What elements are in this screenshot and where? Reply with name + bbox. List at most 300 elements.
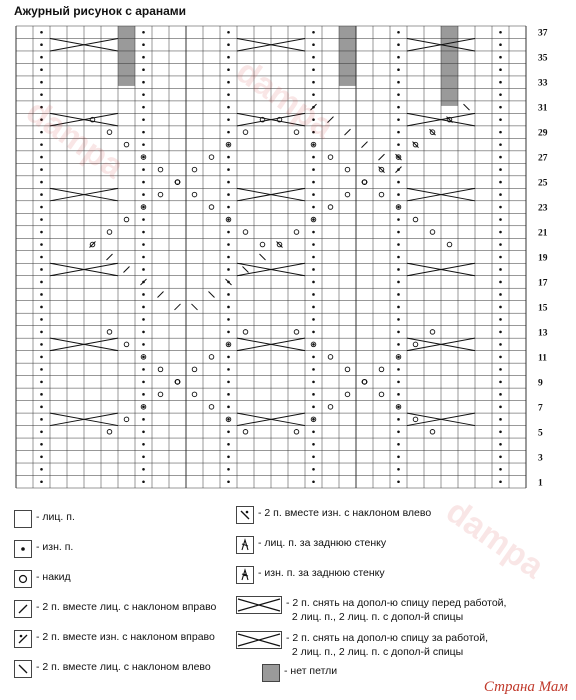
legend-item-cable-back xyxy=(236,631,488,659)
no-stitch-icon xyxy=(262,664,280,682)
purl-dot xyxy=(499,318,502,321)
purl-dot xyxy=(40,293,43,296)
purl-dot xyxy=(227,206,230,209)
decrease-mark xyxy=(141,279,147,285)
row-number-label: 21 xyxy=(538,228,548,239)
yarn-over-mark xyxy=(158,192,163,197)
legend-item-yarn-over xyxy=(14,570,71,588)
purl-dot xyxy=(499,168,502,171)
purl-dot xyxy=(227,156,230,159)
purl-dot xyxy=(499,43,502,46)
yarn-over-mark xyxy=(158,392,163,397)
legend-label: - 2 п. вместе лиц. с наклоном вправо xyxy=(36,601,217,613)
purl-dot xyxy=(40,418,43,421)
yarn-over-mark xyxy=(328,205,333,210)
purl-dot xyxy=(142,168,145,171)
p-tbl-icon xyxy=(236,566,254,584)
legend-item-k2tog-left xyxy=(14,660,211,678)
purl-dot xyxy=(397,206,400,209)
purl-dot xyxy=(227,468,230,471)
purl-dot xyxy=(142,480,145,483)
purl-dot xyxy=(312,206,315,209)
purl-dot xyxy=(397,306,400,309)
purl-dot xyxy=(142,306,145,309)
purl-dot xyxy=(397,243,400,246)
yarn-over-mark xyxy=(430,330,435,335)
site-watermark: Страна Мам xyxy=(483,679,568,695)
purl-dot xyxy=(227,256,230,259)
purl-dot xyxy=(499,368,502,371)
legend-item-p-tbl xyxy=(236,566,385,584)
purl-dot xyxy=(397,480,400,483)
yarn-over-mark xyxy=(379,192,384,197)
row-number-label: 35 xyxy=(538,53,548,64)
yarn-over-mark xyxy=(294,330,299,335)
purl-dot xyxy=(397,343,400,346)
yarn-over-mark xyxy=(107,130,112,135)
purl-dot xyxy=(227,306,230,309)
purl-dot xyxy=(499,431,502,434)
yarn-over-mark xyxy=(413,417,418,422)
purl-dot xyxy=(312,181,315,184)
yarn-over-mark xyxy=(345,392,350,397)
purl-dot xyxy=(397,393,400,396)
purl-dot xyxy=(312,56,315,59)
purl-dot xyxy=(142,206,145,209)
purl-dot xyxy=(397,56,400,59)
yarn-over-mark xyxy=(209,405,214,410)
purl-dot xyxy=(312,256,315,259)
purl-dot xyxy=(227,431,230,434)
purl-dot xyxy=(499,468,502,471)
decrease-mark xyxy=(328,117,334,123)
purl-dot xyxy=(40,43,43,46)
purl-dot xyxy=(312,306,315,309)
purl-dot xyxy=(397,118,400,121)
legend-label: - 2 п. вместе изн. с наклоном влево xyxy=(258,507,432,519)
purl-dot xyxy=(40,168,43,171)
yarn-over-mark xyxy=(158,167,163,172)
watermark-diagonal: dampa xyxy=(439,492,551,587)
row-number-label: 3 xyxy=(538,453,543,464)
purl-dot xyxy=(142,81,145,84)
legend-label: - изн. п. xyxy=(36,541,74,553)
purl-dot xyxy=(499,406,502,409)
purl-dot xyxy=(499,68,502,71)
row-number-label: 33 xyxy=(538,78,548,89)
decrease-mark xyxy=(226,279,232,285)
decrease-mark xyxy=(379,154,385,160)
purl-dot xyxy=(499,306,502,309)
yarn-over-mark xyxy=(379,367,384,372)
purl-dot xyxy=(40,143,43,146)
purl-dot xyxy=(499,443,502,446)
yarn-over-mark xyxy=(413,217,418,222)
row-number-label: 7 xyxy=(538,403,543,414)
purl-dot xyxy=(397,143,400,146)
p2tog-right-icon xyxy=(14,630,32,648)
decrease-mark xyxy=(124,266,130,272)
purl-dot xyxy=(499,156,502,159)
yarn-over-mark xyxy=(294,130,299,135)
purl-dot xyxy=(142,468,145,471)
purl-dot xyxy=(40,206,43,209)
yarn-over-mark xyxy=(362,180,367,185)
purl-dot xyxy=(397,268,400,271)
purl-dot xyxy=(312,468,315,471)
purl-dot xyxy=(40,343,43,346)
purl-dot xyxy=(397,218,400,221)
row-number-label: 9 xyxy=(538,378,543,389)
purl-dot xyxy=(499,31,502,34)
purl-dot xyxy=(142,343,145,346)
yarn-over-mark xyxy=(243,230,248,235)
purl-dot xyxy=(227,455,230,458)
yarn-over-mark xyxy=(192,392,197,397)
yarn-over-mark xyxy=(209,355,214,360)
purl-dot xyxy=(227,443,230,446)
yarn-over-mark xyxy=(107,230,112,235)
purl-dot xyxy=(312,118,315,121)
purl-dot xyxy=(312,43,315,46)
purl-dot xyxy=(40,443,43,446)
purl-dot xyxy=(142,31,145,34)
purl-dot xyxy=(142,231,145,234)
purl-dot xyxy=(312,480,315,483)
purl-dot xyxy=(142,381,145,384)
purl-dot xyxy=(312,343,315,346)
purl-dot xyxy=(40,455,43,458)
legend-item-knit xyxy=(14,510,75,528)
purl-dot xyxy=(499,231,502,234)
purl-dot xyxy=(499,193,502,196)
row-number-label: 27 xyxy=(538,153,548,164)
purl-dot xyxy=(499,455,502,458)
purl-dot xyxy=(142,455,145,458)
purl-dot xyxy=(312,93,315,96)
purl-dot xyxy=(227,143,230,146)
decrease-mark xyxy=(175,304,181,310)
purl-dot xyxy=(40,81,43,84)
purl-dot xyxy=(312,418,315,421)
yarn-over-mark xyxy=(362,380,367,385)
purl-dot xyxy=(499,93,502,96)
yarn-over-mark xyxy=(413,342,418,347)
purl-dot xyxy=(227,43,230,46)
decrease-mark xyxy=(192,304,198,310)
purl-dot xyxy=(40,231,43,234)
purl-dot xyxy=(312,455,315,458)
purl-dot xyxy=(227,381,230,384)
legend-label: - изн. п. за заднюю стенку xyxy=(258,567,385,579)
yarn-over-mark xyxy=(175,180,180,185)
purl-dot xyxy=(227,181,230,184)
purl-dot xyxy=(312,81,315,84)
legend-label: - нет петли xyxy=(284,665,338,677)
p2tog-left-icon xyxy=(236,506,254,524)
purl-dot xyxy=(40,256,43,259)
purl-dot xyxy=(227,268,230,271)
purl-dot xyxy=(499,143,502,146)
purl-dot xyxy=(499,480,502,483)
purl-dot xyxy=(40,218,43,221)
purl-dot xyxy=(397,331,400,334)
purl-dot xyxy=(142,156,145,159)
decrease-mark xyxy=(260,254,266,260)
purl-dot xyxy=(40,381,43,384)
legend-label: - 2 п. снять на допол-ю спицу за работой, 2 лиц. п., 2 лиц. п. с допол-й спицы xyxy=(286,632,489,658)
purl-dot xyxy=(312,293,315,296)
purl-dot xyxy=(227,406,230,409)
row-number-label: 17 xyxy=(538,278,548,289)
purl-dot xyxy=(499,331,502,334)
decrease-mark xyxy=(396,167,402,173)
purl-dot xyxy=(499,56,502,59)
purl-dot xyxy=(142,131,145,134)
purl-dot xyxy=(499,381,502,384)
legend-label: - лиц. п. xyxy=(36,511,75,523)
legend-item-p2tog-right xyxy=(14,630,215,648)
purl-dot xyxy=(312,443,315,446)
purl-dot xyxy=(142,331,145,334)
yarn-over-mark xyxy=(243,130,248,135)
purl-dot xyxy=(312,31,315,34)
decrease-mark xyxy=(311,104,317,110)
decrease-mark xyxy=(243,266,249,272)
purl-dot xyxy=(499,343,502,346)
purl-dot xyxy=(142,318,145,321)
purl-dot xyxy=(397,31,400,34)
yarn-over-mark xyxy=(209,155,214,160)
row-number-label: 11 xyxy=(538,353,547,364)
purl-dot xyxy=(40,306,43,309)
purl-dot xyxy=(499,293,502,296)
purl-dot xyxy=(499,268,502,271)
purl-dot xyxy=(40,131,43,134)
purl-dot xyxy=(397,181,400,184)
yarn-over-mark xyxy=(447,242,452,247)
purl-dot xyxy=(142,268,145,271)
purl-dot xyxy=(397,193,400,196)
purl-dot xyxy=(227,480,230,483)
purl-dot xyxy=(397,106,400,109)
decrease-mark xyxy=(209,291,215,297)
purl-dot xyxy=(40,331,43,334)
purl-dot xyxy=(40,181,43,184)
purl-dot xyxy=(142,293,145,296)
purl-dot xyxy=(397,281,400,284)
cable-front-icon xyxy=(236,596,282,614)
purl-dot xyxy=(499,206,502,209)
purl-dot xyxy=(40,431,43,434)
yarn-over-mark xyxy=(175,380,180,385)
purl-dot xyxy=(142,93,145,96)
purl-dot xyxy=(142,106,145,109)
no-stitch-cell xyxy=(339,26,356,86)
purl-dot xyxy=(40,468,43,471)
purl-dot xyxy=(142,256,145,259)
purl-dot xyxy=(142,368,145,371)
purl-dot xyxy=(397,68,400,71)
purl-dot xyxy=(142,43,145,46)
purl-dot xyxy=(227,56,230,59)
purl-dot xyxy=(142,418,145,421)
purl-dot xyxy=(312,331,315,334)
legend-label: - накид xyxy=(36,571,71,583)
yarn-over-mark xyxy=(192,167,197,172)
yarn-over-mark xyxy=(243,330,248,335)
chart-title: Ажурный рисунок с аранами xyxy=(14,4,187,18)
purl-dot xyxy=(499,131,502,134)
purl-dot xyxy=(312,243,315,246)
purl-dot xyxy=(142,143,145,146)
purl-dot xyxy=(40,368,43,371)
yarn-over-mark xyxy=(294,230,299,235)
yarn-over-mark xyxy=(345,192,350,197)
decrease-mark xyxy=(345,129,351,135)
legend-label: - 2 п. вместе изн. с наклоном вправо xyxy=(36,631,215,643)
yarn-over-mark xyxy=(430,230,435,235)
purl-dot xyxy=(397,93,400,96)
yarn-over-mark xyxy=(124,142,129,147)
k-tbl-icon xyxy=(236,536,254,554)
purl-dot xyxy=(142,443,145,446)
purl-dot xyxy=(227,293,230,296)
purl-dot xyxy=(499,243,502,246)
purl-dot xyxy=(312,231,315,234)
row-number-label: 19 xyxy=(538,253,548,264)
purl-dot xyxy=(312,218,315,221)
purl-dot xyxy=(227,368,230,371)
purl-dot xyxy=(227,193,230,196)
purl-dot xyxy=(227,393,230,396)
purl-dot xyxy=(40,93,43,96)
yarn-over-mark xyxy=(345,167,350,172)
legend-item-purl xyxy=(14,540,73,558)
yarn-over-mark xyxy=(294,430,299,435)
purl-dot xyxy=(40,156,43,159)
purl-dot xyxy=(312,393,315,396)
k2tog-right-icon xyxy=(14,600,32,618)
purl-dot xyxy=(312,381,315,384)
purl-dot xyxy=(397,443,400,446)
purl-dot xyxy=(312,131,315,134)
purl-icon xyxy=(14,540,32,558)
purl-dot xyxy=(227,31,230,34)
purl-dot xyxy=(40,393,43,396)
no-stitch-cell xyxy=(118,26,135,86)
purl-dot xyxy=(499,281,502,284)
purl-dot xyxy=(142,406,145,409)
purl-dot xyxy=(227,418,230,421)
purl-dot xyxy=(397,418,400,421)
decrease-mark xyxy=(362,142,368,148)
purl-dot xyxy=(397,318,400,321)
purl-dot xyxy=(227,318,230,321)
purl-dot xyxy=(142,431,145,434)
purl-dot xyxy=(397,381,400,384)
purl-dot xyxy=(40,281,43,284)
legend-item-k2tog-right xyxy=(14,600,216,618)
purl-dot xyxy=(397,131,400,134)
legend-item-cable-front xyxy=(236,596,506,624)
purl-dot xyxy=(227,168,230,171)
yarn-over-mark xyxy=(345,367,350,372)
yarn-over-icon xyxy=(14,570,32,588)
purl-dot xyxy=(397,468,400,471)
purl-dot xyxy=(142,243,145,246)
purl-dot xyxy=(40,406,43,409)
row-number-label: 23 xyxy=(538,203,548,214)
yarn-over-mark xyxy=(192,192,197,197)
decrease-mark xyxy=(158,291,164,297)
purl-dot xyxy=(312,268,315,271)
row-number-label: 37 xyxy=(538,28,548,39)
purl-dot xyxy=(40,480,43,483)
purl-dot xyxy=(397,293,400,296)
yarn-over-mark xyxy=(124,342,129,347)
purl-dot xyxy=(312,431,315,434)
purl-dot xyxy=(227,118,230,121)
purl-dot xyxy=(40,356,43,359)
purl-dot xyxy=(397,256,400,259)
yarn-over-mark xyxy=(328,405,333,410)
purl-dot xyxy=(499,356,502,359)
purl-dot xyxy=(397,231,400,234)
row-number-label: 29 xyxy=(538,128,548,139)
purl-dot xyxy=(40,68,43,71)
purl-dot xyxy=(142,393,145,396)
purl-dot xyxy=(312,406,315,409)
yarn-over-mark xyxy=(243,430,248,435)
yarn-over-mark xyxy=(328,155,333,160)
purl-dot xyxy=(142,181,145,184)
legend-item-no-stitch xyxy=(262,664,337,682)
yarn-over-mark xyxy=(209,205,214,210)
purl-dot xyxy=(397,356,400,359)
purl-dot xyxy=(499,418,502,421)
purl-dot xyxy=(499,181,502,184)
decrease-mark xyxy=(107,254,113,260)
yarn-over-mark xyxy=(158,367,163,372)
row-number-label: 13 xyxy=(538,328,548,339)
yarn-over-mark xyxy=(260,242,265,247)
purl-dot xyxy=(40,318,43,321)
purl-dot xyxy=(40,193,43,196)
yarn-over-mark xyxy=(328,355,333,360)
row-number-label: 15 xyxy=(538,303,548,314)
purl-dot xyxy=(227,231,230,234)
purl-dot xyxy=(397,431,400,434)
watermark-diagonal: dampa xyxy=(229,52,341,147)
purl-dot xyxy=(227,356,230,359)
purl-dot xyxy=(227,106,230,109)
purl-dot xyxy=(142,68,145,71)
row-number-label: 1 xyxy=(538,478,543,489)
purl-dot xyxy=(227,93,230,96)
purl-dot xyxy=(227,68,230,71)
purl-dot xyxy=(499,218,502,221)
purl-dot xyxy=(312,193,315,196)
purl-dot xyxy=(312,318,315,321)
k2tog-left-icon xyxy=(14,660,32,678)
purl-dot xyxy=(227,243,230,246)
purl-dot xyxy=(227,331,230,334)
purl-dot xyxy=(40,31,43,34)
yarn-over-mark xyxy=(107,330,112,335)
legend-label: - 2 п. вместе лиц. с наклоном влево xyxy=(36,661,211,673)
row-number-label: 25 xyxy=(538,178,548,189)
